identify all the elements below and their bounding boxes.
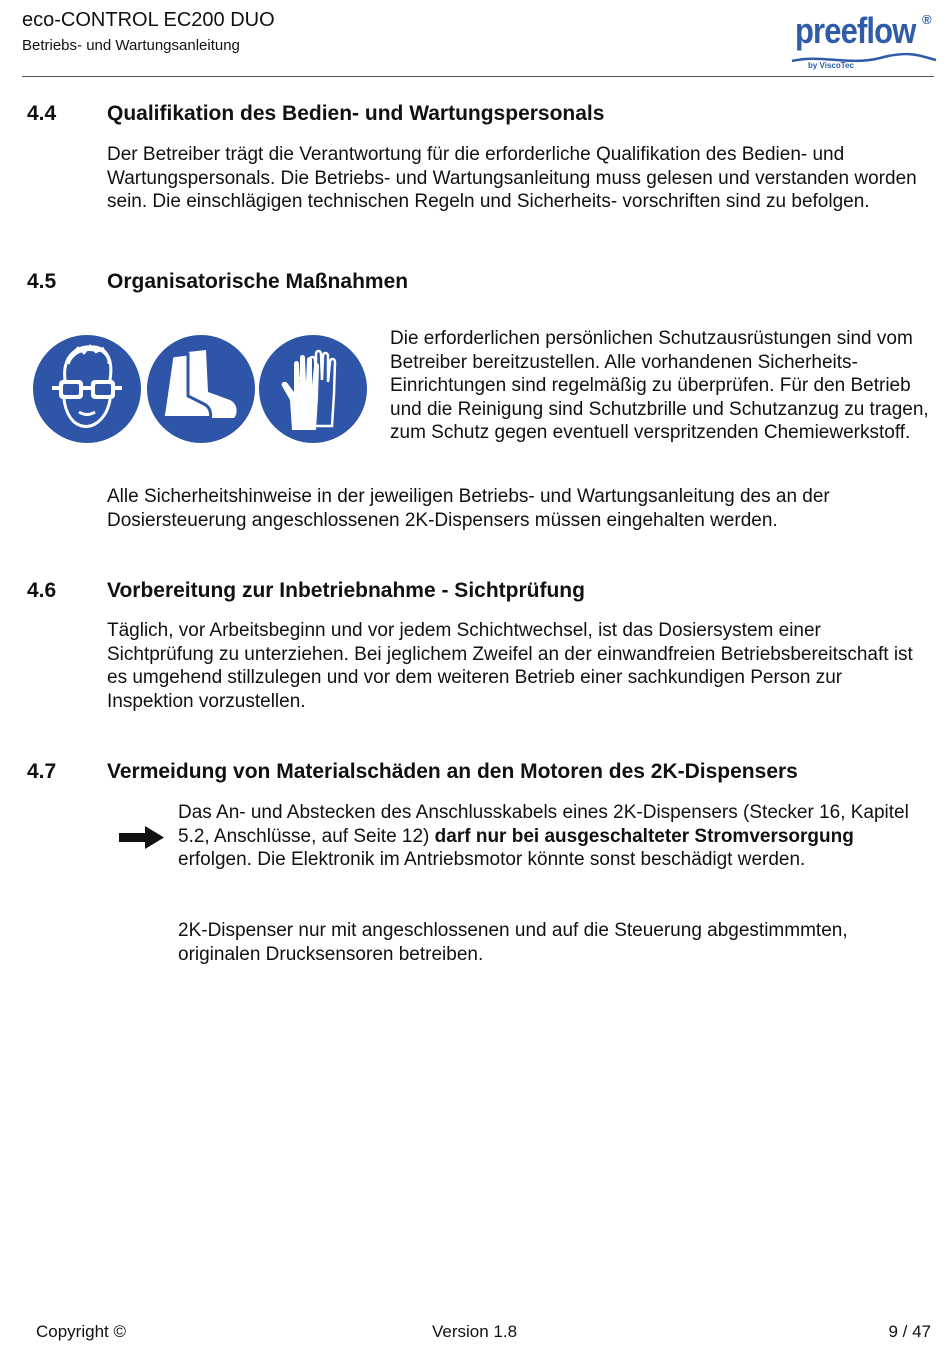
section-number: 4.6 [27, 579, 57, 602]
footer-copyright: Copyright © [36, 1322, 127, 1341]
warning-note [178, 801, 933, 872]
section-title: Qualifikation des Bedien- und Wartungspersonals [107, 102, 605, 125]
safety-boots-icon [146, 334, 256, 444]
preeflow-logo [790, 10, 938, 74]
document-subtitle: Betriebs- und Wartungsanleitung [22, 37, 240, 54]
logo-wordmark: preeflow [795, 10, 916, 51]
safety-gloves-icon [258, 334, 368, 444]
section-number: 4.5 [27, 270, 57, 293]
sensor-note: 2K-Dispenser nur mit angeschlossenen und auf die Steuerung abgestimmmten, originalen Drucksensoren betreiben. [178, 920, 848, 965]
warning-note-text-end: erfolgen. Die Elektronik im Antriebsmotor könnte sonst beschädigt werden. [178, 849, 806, 870]
section-number: 4.4 [27, 102, 57, 125]
section-paragraph: Alle Sicherheitshinweise in der jeweiligen Betriebs- und Wartungsanleitung des an der Dosiersteuerung angeschlossenen 2K-Dispensers müssen eingehalten werden. [107, 486, 830, 531]
arrow-right-icon [119, 825, 165, 849]
safety-goggles-icon [32, 334, 142, 444]
section-title: Vorbereitung zur Inbetriebnahme - Sichtprüfung [107, 579, 585, 602]
logo-byline: by ViscoTec [808, 61, 854, 70]
section-title: Organisatorische Maßnahmen [107, 270, 409, 293]
footer-page-number: 9 / 47 [888, 1322, 931, 1341]
warning-note-emphasis: darf nur bei ausgeschalteter Stromversorgung [434, 825, 854, 847]
section-paragraph: Täglich, vor Arbeitsbeginn und vor jedem Schichtwechsel, ist das Dosiersystem einer Sichtprüfung zu unterziehen. Bei jeglichem Zweifel an der einwandfreien Betriebsbereitschaft ist es umgehend stillzulegen und vor dem weiteren Betrieb einer sachkundigen Person zur Inspektion vorzustellen. [107, 620, 913, 712]
warning-note-text: Das An- und Abstecken des Anschlusskabels eines 2K-Dispensers (Stecker 16, Kapitel 5.2, Anschlüsse, auf Seite 12) [178, 802, 909, 847]
page-header [0, 0, 950, 80]
section-number: 4.7 [27, 760, 57, 783]
ppe-paragraph: Die erforderlichen persönlichen Schutzausrüstungen sind vom Betreiber bereitzustellen. Alle vorhandenen Sicherheits-Einrichtungen sind regelmäßig zu überprüfen. Für den Betrieb und die Reinigung sind Schutzbrille und Schutzanzug zu tragen, zum Schutz gegen eventuell verspritzenden Chemiewerkstoff. [390, 328, 929, 443]
header-divider [22, 76, 934, 77]
logo-registered-mark: ® [922, 12, 932, 27]
document-title: eco-CONTROL EC200 DUO [22, 9, 275, 31]
footer-version: Version 1.8 [432, 1322, 518, 1341]
section-title: Vermeidung von Materialschäden an den Motoren des 2K-Dispensers [107, 760, 798, 783]
section-paragraph: Der Betreiber trägt die Verantwortung für die erforderliche Qualifikation des Bedien- und Wartungspersonals. Die Betriebs- und Wartungsanleitung muss gelesen und verstanden worden sein. Die einschlägigen technischen Regeln und Sicherheits- vorschriften sind zu befolgen. [107, 144, 917, 212]
